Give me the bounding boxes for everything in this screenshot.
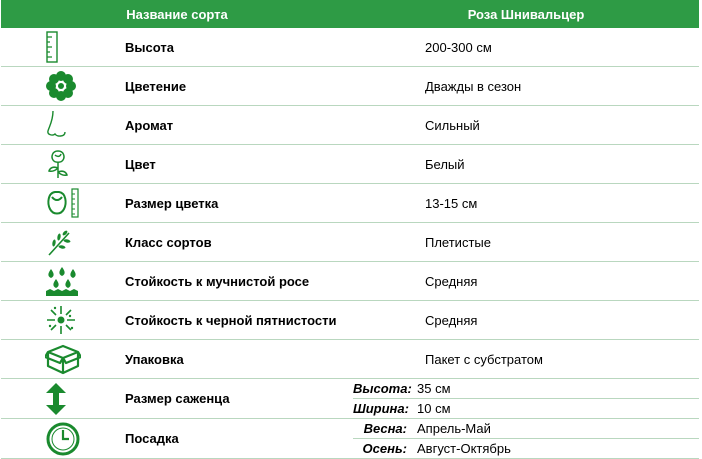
- row-label: Размер саженца: [125, 391, 230, 406]
- row-label: Упаковка: [125, 351, 184, 367]
- header-name-label: Название сорта: [126, 6, 228, 22]
- table-row: [1, 419, 699, 459]
- clock-icon: [1, 421, 125, 457]
- rosebud-ruler-icon: [1, 187, 125, 219]
- row-label: Цветение: [125, 78, 187, 94]
- flower-icon: [1, 70, 125, 102]
- row-label: Класс сортов: [125, 234, 212, 250]
- table-row: [1, 301, 699, 340]
- row-value: Пакет с субстратом: [425, 351, 543, 367]
- sub-row: [353, 398, 699, 418]
- burst-icon: [1, 304, 125, 336]
- table-row: [1, 340, 699, 379]
- row-value: Средняя: [425, 312, 478, 328]
- row-label: Цвет: [125, 156, 156, 172]
- sub-key: Ширина:: [353, 401, 409, 416]
- row-value: Плетистые: [425, 234, 491, 250]
- table-row: [1, 106, 699, 145]
- table-row: [1, 184, 699, 223]
- sub-row: [353, 379, 699, 398]
- sub-value: 35 см: [417, 381, 451, 396]
- row-value: 13-15 см: [425, 195, 478, 211]
- row-value: Дважды в сезон: [425, 78, 522, 94]
- row-label: Посадка: [125, 431, 179, 446]
- characteristics-table: [1, 0, 699, 459]
- box-icon: [1, 343, 125, 375]
- sub-value: Апрель-Май: [417, 421, 491, 436]
- table-row: [1, 379, 699, 419]
- sub-key: Высота:: [353, 381, 412, 396]
- table-row: [1, 28, 699, 67]
- planting-seasons: [353, 419, 699, 458]
- sprig-icon: [1, 227, 125, 257]
- droplets-icon: [1, 265, 125, 297]
- row-label: Стойкость к черной пятнистости: [125, 312, 337, 328]
- row-value: Сильный: [425, 117, 480, 133]
- header-value-label: Роза Шнивальцер: [467, 6, 585, 22]
- table-row: [1, 145, 699, 184]
- sub-value: Август-Октябрь: [417, 441, 511, 456]
- sub-key: Весна:: [363, 421, 407, 436]
- updown-arrow-icon: [1, 382, 125, 416]
- table-row: [1, 262, 699, 301]
- row-value: Белый: [425, 156, 465, 172]
- row-value: 200-300 см: [425, 39, 492, 55]
- nose-icon: [1, 109, 125, 141]
- row-label: Стойкость к мучнистой росе: [125, 273, 310, 289]
- sub-row: [353, 438, 699, 458]
- sub-key: Осень:: [362, 441, 407, 456]
- row-value: Средняя: [425, 273, 478, 289]
- sub-row: [353, 419, 699, 438]
- ruler-icon: [1, 31, 125, 63]
- seedling-sizes: [353, 379, 699, 418]
- rose-icon: [1, 148, 125, 180]
- row-label: Аромат: [125, 117, 174, 133]
- table-row: [1, 67, 699, 106]
- sub-value: 10 см: [417, 401, 451, 416]
- table-header: [1, 0, 699, 28]
- row-label: Размер цветка: [125, 195, 219, 211]
- table-row: [1, 223, 699, 262]
- row-label: Высота: [125, 39, 174, 55]
